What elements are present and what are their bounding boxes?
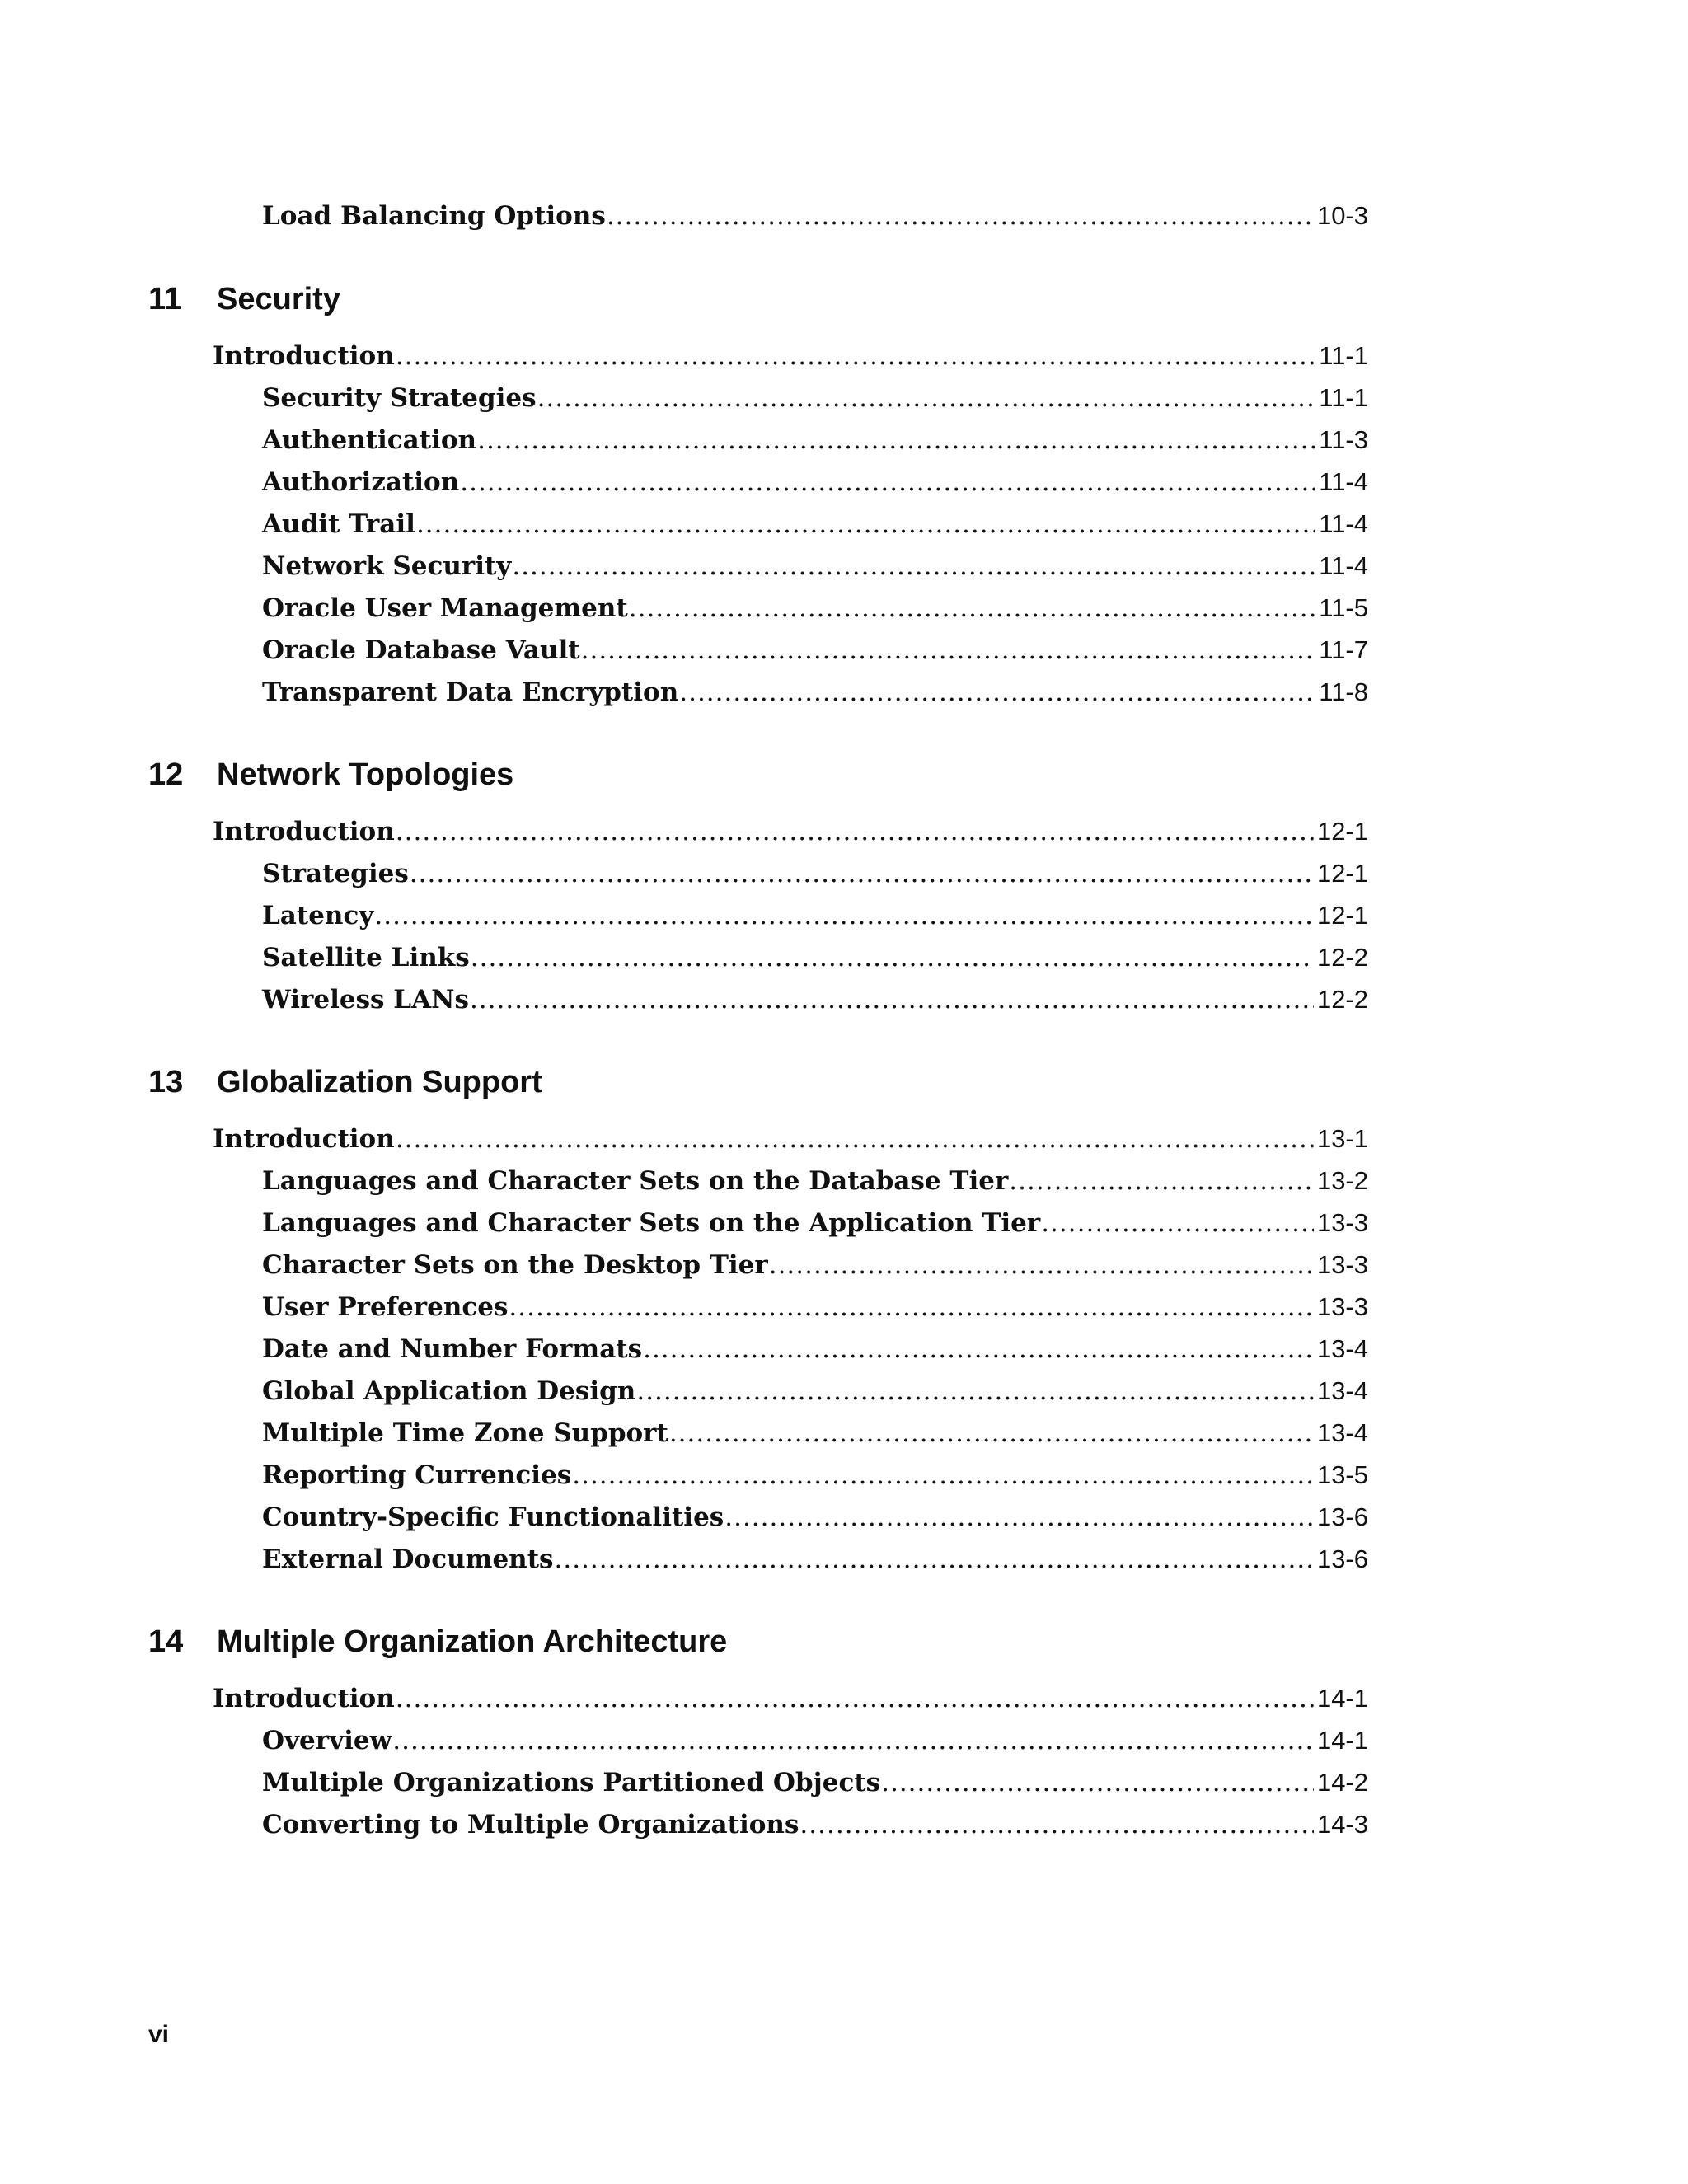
dot-leader (470, 982, 1314, 1018)
toc-entry[interactable] (213, 813, 1368, 850)
toc-entry-label: Introduction (213, 341, 395, 371)
toc-entry[interactable] (262, 632, 1368, 668)
toc-entry-page: 11-3 (1319, 425, 1368, 454)
toc-entry-label: Transparent Data Encryption (262, 677, 679, 707)
toc-entry-page: 12-1 (1316, 859, 1368, 888)
dot-leader (410, 855, 1314, 892)
toc-entry[interactable] (262, 898, 1368, 934)
toc-entry[interactable] (262, 1247, 1368, 1283)
dot-leader (396, 813, 1314, 850)
toc-entry-label: Date and Number Formats (262, 1334, 643, 1364)
toc-entry-page: 11-7 (1319, 635, 1368, 664)
toc-entry-page: 13-3 (1316, 1292, 1368, 1321)
toc-entry-page: 13-3 (1316, 1250, 1368, 1279)
toc-entry[interactable] (262, 1807, 1368, 1843)
toc-entry-label: Authentication (262, 425, 477, 455)
page-number: vi (148, 2021, 170, 2048)
chapter-number: 14 (148, 1624, 184, 1659)
dot-leader (471, 940, 1314, 976)
dot-leader (374, 898, 1314, 934)
toc-entry-label: Wireless LANs (262, 985, 469, 1015)
chapter-heading[interactable] (148, 754, 513, 795)
toc-entry-label: Audit Trail (262, 509, 415, 539)
dot-leader (769, 1247, 1314, 1283)
toc-entry-page: 14-1 (1316, 1726, 1368, 1755)
toc-entry[interactable] (262, 506, 1368, 542)
dot-leader (392, 1722, 1314, 1759)
chapter-heading[interactable] (148, 279, 340, 320)
toc-entry[interactable] (262, 1722, 1368, 1759)
dot-leader (799, 1807, 1314, 1843)
toc-entry-label: Languages and Character Sets on the Application Tier (262, 1208, 1041, 1238)
toc-entry[interactable] (262, 982, 1368, 1018)
toc-entry[interactable] (262, 198, 1368, 234)
dot-leader (1009, 1163, 1314, 1199)
toc-entry-page: 11-5 (1319, 593, 1368, 622)
toc-entry[interactable] (262, 380, 1368, 416)
toc-entry-page: 12-1 (1316, 901, 1368, 930)
toc-entry-page: 13-5 (1316, 1460, 1368, 1489)
dot-leader (724, 1499, 1314, 1535)
dot-leader (629, 590, 1316, 626)
toc-entry-page: 11-4 (1319, 467, 1368, 496)
toc-entry-label: Oracle User Management (262, 593, 628, 623)
toc-entry[interactable] (262, 1163, 1368, 1199)
chapter-title: Multiple Organization Architecture (217, 1624, 728, 1659)
dot-leader (537, 380, 1316, 416)
toc-entry-label: Satellite Links (262, 943, 470, 972)
toc-entry[interactable] (262, 422, 1368, 458)
toc-entry-page: 12-2 (1316, 985, 1368, 1014)
dot-leader (607, 198, 1314, 234)
dot-leader (416, 506, 1315, 542)
toc-entry-page: 14-1 (1316, 1684, 1368, 1713)
toc-entry[interactable] (262, 1457, 1368, 1493)
toc-entry-label: Introduction (213, 1684, 395, 1713)
toc-entry-page: 11-4 (1319, 509, 1368, 538)
dot-leader (572, 1457, 1314, 1493)
chapter-number: 13 (148, 1065, 184, 1099)
toc-entry-label: Oracle Database Vault (262, 635, 580, 665)
chapter-title: Security (217, 282, 340, 316)
toc-entry-label: Multiple Time Zone Support (262, 1418, 668, 1448)
toc-entry-page: 10-3 (1316, 201, 1368, 230)
toc-entry[interactable] (262, 548, 1368, 584)
toc-entry[interactable] (262, 1289, 1368, 1325)
toc-entry-page: 13-3 (1316, 1208, 1368, 1237)
toc-entry-label: Load Balancing Options (262, 201, 606, 231)
chapter-title: Network Topologies (217, 757, 514, 792)
toc-entry-label: Latency (262, 901, 374, 930)
toc-entry-page: 13-6 (1316, 1544, 1368, 1573)
toc-entry-page: 14-2 (1316, 1768, 1368, 1797)
toc-entry-page: 11-1 (1319, 341, 1368, 370)
dot-leader (555, 1541, 1314, 1577)
toc-entry-label: Character Sets on the Desktop Tier (262, 1250, 768, 1280)
chapter-title: Globalization Support (217, 1065, 542, 1099)
toc-entry-page: 13-4 (1316, 1418, 1368, 1447)
toc-entry-page: 13-6 (1316, 1502, 1368, 1531)
toc-entry-page: 13-2 (1316, 1166, 1368, 1195)
toc-entry-label: Network Security (262, 551, 512, 581)
toc-entry-label: Authorization (262, 467, 460, 497)
toc-entry-page: 11-1 (1319, 383, 1368, 412)
toc-entry-label: Strategies (262, 859, 409, 888)
toc-entry-label: Security Strategies (262, 383, 537, 413)
toc-entry-label: Converting to Multiple Organizations (262, 1810, 799, 1840)
toc-entry[interactable] (262, 855, 1368, 892)
toc-entry[interactable] (262, 1499, 1368, 1535)
dot-leader (396, 338, 1315, 374)
toc-entry[interactable] (262, 590, 1368, 626)
toc-entry-page: 13-4 (1316, 1334, 1368, 1363)
toc-entry-label: Global Application Design (262, 1376, 636, 1406)
dot-leader (396, 1121, 1314, 1157)
toc-entry[interactable] (262, 940, 1368, 976)
toc-entry[interactable] (262, 1331, 1368, 1367)
toc-entry-label: External Documents (262, 1544, 554, 1574)
toc-entry[interactable] (262, 1415, 1368, 1451)
toc-entry[interactable] (262, 1765, 1368, 1801)
toc-entry-label: Languages and Character Sets on the Database Tier (262, 1166, 1009, 1196)
dot-leader (509, 1289, 1314, 1325)
toc-entry[interactable] (262, 1373, 1368, 1409)
chapter-number: 12 (148, 757, 184, 792)
toc-entry[interactable] (213, 338, 1368, 374)
toc-entry-label: Overview (262, 1726, 392, 1755)
chapter-number: 11 (148, 282, 182, 316)
toc-entry[interactable] (262, 674, 1368, 710)
chapter-heading[interactable] (148, 1621, 727, 1662)
dot-leader (512, 548, 1315, 584)
dot-leader (669, 1415, 1314, 1451)
toc-entry[interactable] (262, 1205, 1368, 1241)
dot-leader (396, 1680, 1314, 1717)
dot-leader (477, 422, 1315, 458)
dot-leader (881, 1765, 1314, 1801)
toc-entry-label: Multiple Organizations Partitioned Objects (262, 1768, 881, 1797)
dot-leader (1041, 1205, 1314, 1241)
dot-leader (643, 1331, 1314, 1367)
toc-entry-label: Introduction (213, 1124, 395, 1154)
toc-entry-page: 11-8 (1319, 677, 1368, 706)
toc-entry[interactable] (213, 1121, 1368, 1157)
toc-entry-label: Country-Specific Functionalities (262, 1502, 724, 1532)
toc-entry-page: 13-1 (1316, 1124, 1368, 1153)
toc-entry[interactable] (262, 464, 1368, 500)
toc-entry[interactable] (213, 1680, 1368, 1717)
toc-entry-page: 14-3 (1316, 1810, 1368, 1839)
toc-entry-page: 12-1 (1316, 817, 1368, 846)
dot-leader (636, 1373, 1314, 1409)
toc-entry[interactable] (262, 1541, 1368, 1577)
toc-entry-page: 13-4 (1316, 1376, 1368, 1405)
dot-leader (460, 464, 1315, 500)
toc-entry-label: Introduction (213, 817, 395, 846)
chapter-heading[interactable] (148, 1062, 542, 1103)
dot-leader (581, 632, 1316, 668)
toc-entry-label: Reporting Currencies (262, 1460, 572, 1490)
dot-leader (679, 674, 1315, 710)
toc-entry-page: 11-4 (1319, 551, 1368, 580)
toc-entry-label: User Preferences (262, 1292, 509, 1322)
toc-entry-page: 12-2 (1316, 943, 1368, 972)
